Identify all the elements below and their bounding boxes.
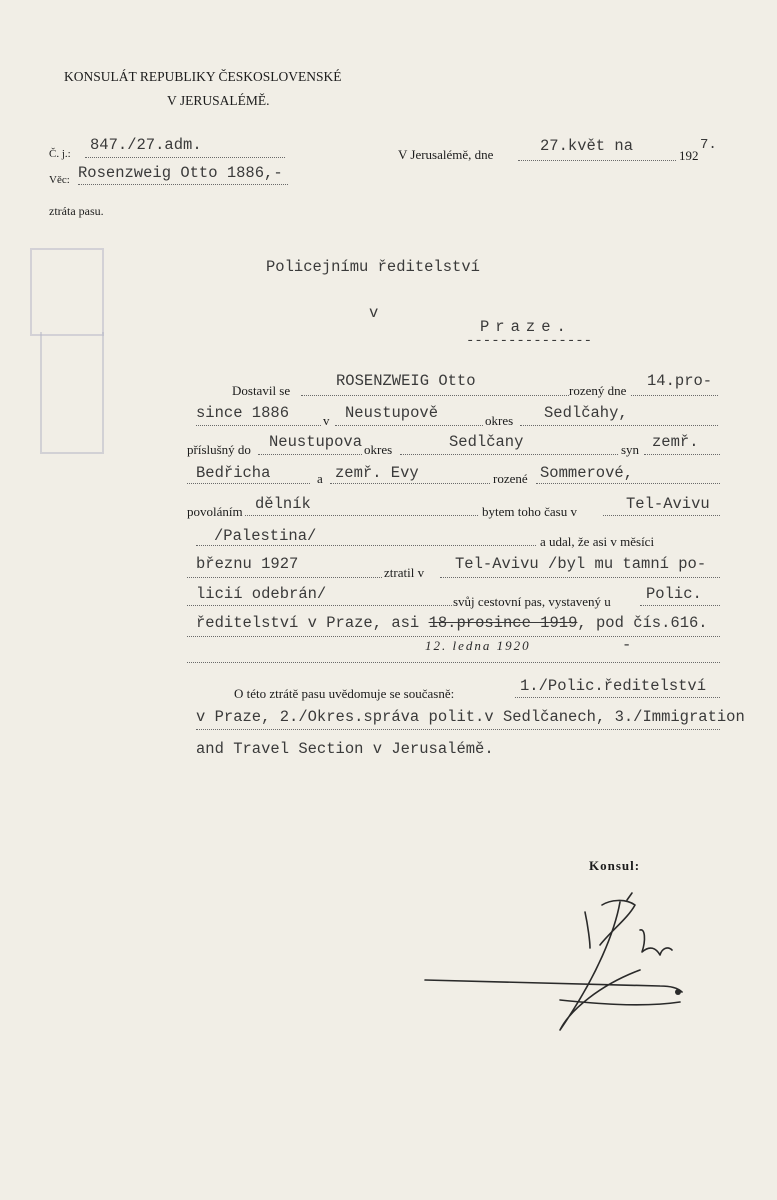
notice-recipients-3: and Travel Section v Jerusalémě. [196,740,494,758]
notice-recipient-1: 1./Polic.ředitelství [520,677,707,695]
year-prefix: 192 [679,148,699,163]
ref-value: 847./27.adm. [90,136,202,154]
residence-country: /Palestina/ [214,527,317,545]
mother-name: zemř. Evy [335,464,419,482]
son-label: syn [621,442,640,457]
nee-label: rozené [493,471,528,486]
occupation: dělník [255,495,311,513]
consul-label: Konsul: [589,858,641,873]
loss-place: Tel-Avivu /byl mu tamní po- [455,555,707,573]
signature-ink-dot [675,989,681,995]
correction-dash: - [622,636,632,654]
born-date-part2: since 1886 [196,404,290,422]
domicile-district: Sedlčany [449,433,524,451]
and-label: a [317,471,323,486]
issuer-text: ředitelství v Praze, asi [196,614,420,632]
consulate-header-line2: V JERUSALÉMĚ. [167,93,270,108]
occupation-label: povoláním [187,504,243,519]
birth-district: Sedlčahy, [544,404,628,422]
ref-label: Č. j.: [49,148,71,160]
consulate-header-line1: KONSULÁT REPUBLIKY ČESKOSLOVENSKÉ [64,69,342,84]
domicile-label: příslušný do [187,442,251,457]
in-label: v [323,413,330,428]
date-value: 27.květ na [540,137,634,155]
subject-label: Věc: [49,174,70,186]
notice-recipients-2: v Praze, 2./Okres.správa polit.v Sedlčanech, 3./Immigration [196,708,745,726]
father-name: Bedřicha [196,464,271,482]
addressee-line1: Policejnímu ředitelství [266,258,480,276]
domicile-place: Neustupova [269,433,363,451]
passport-number: , pod čís.616. [577,614,708,632]
handwritten-issue-date: 12. ledna 1920 [425,638,531,653]
father-prefix: zemř. [652,433,699,451]
stated-label: a udal, že asi v měsíci [540,534,655,549]
born-date-part1: 14.pro- [647,372,713,390]
passport-issued-label: svůj cestovní pas, vystavený u [453,594,611,609]
struck-issue-date: 18.prosince 1919 [428,614,578,632]
subject-value: Rosenzweig Otto 1886,- [78,164,283,182]
loss-place-cont: licií odebrán/ [196,585,327,603]
district-label-1: okres [485,413,514,428]
notice-label: O této ztrátě pasu uvědomuje se současně: [234,686,455,701]
lost-in-label: ztratil v [384,565,425,580]
person-name: ROSENZWEIG Otto [336,372,476,390]
place-label: V Jerusalémě, dne [398,147,494,162]
mother-maiden-name: Sommerové, [540,464,634,482]
loss-month: březnu 1927 [196,555,299,573]
year-suffix: 7. [700,137,717,153]
birth-place: Neustupově [345,404,439,422]
subject-line2: ztráta pasu. [49,204,104,218]
addressee-line2: v [369,304,379,322]
addressee-underline: --------------- [466,333,593,349]
residence-city: Tel-Avivu [626,495,710,513]
district-label-2: okres [364,442,393,457]
issuer-part1: Polic. [646,585,702,603]
born-label: rozený dne [569,383,627,398]
residence-label: bytem toho času v [482,504,577,519]
arrived-label: Dostavil se [232,383,291,398]
addressee-line3: Praze. [480,318,572,336]
